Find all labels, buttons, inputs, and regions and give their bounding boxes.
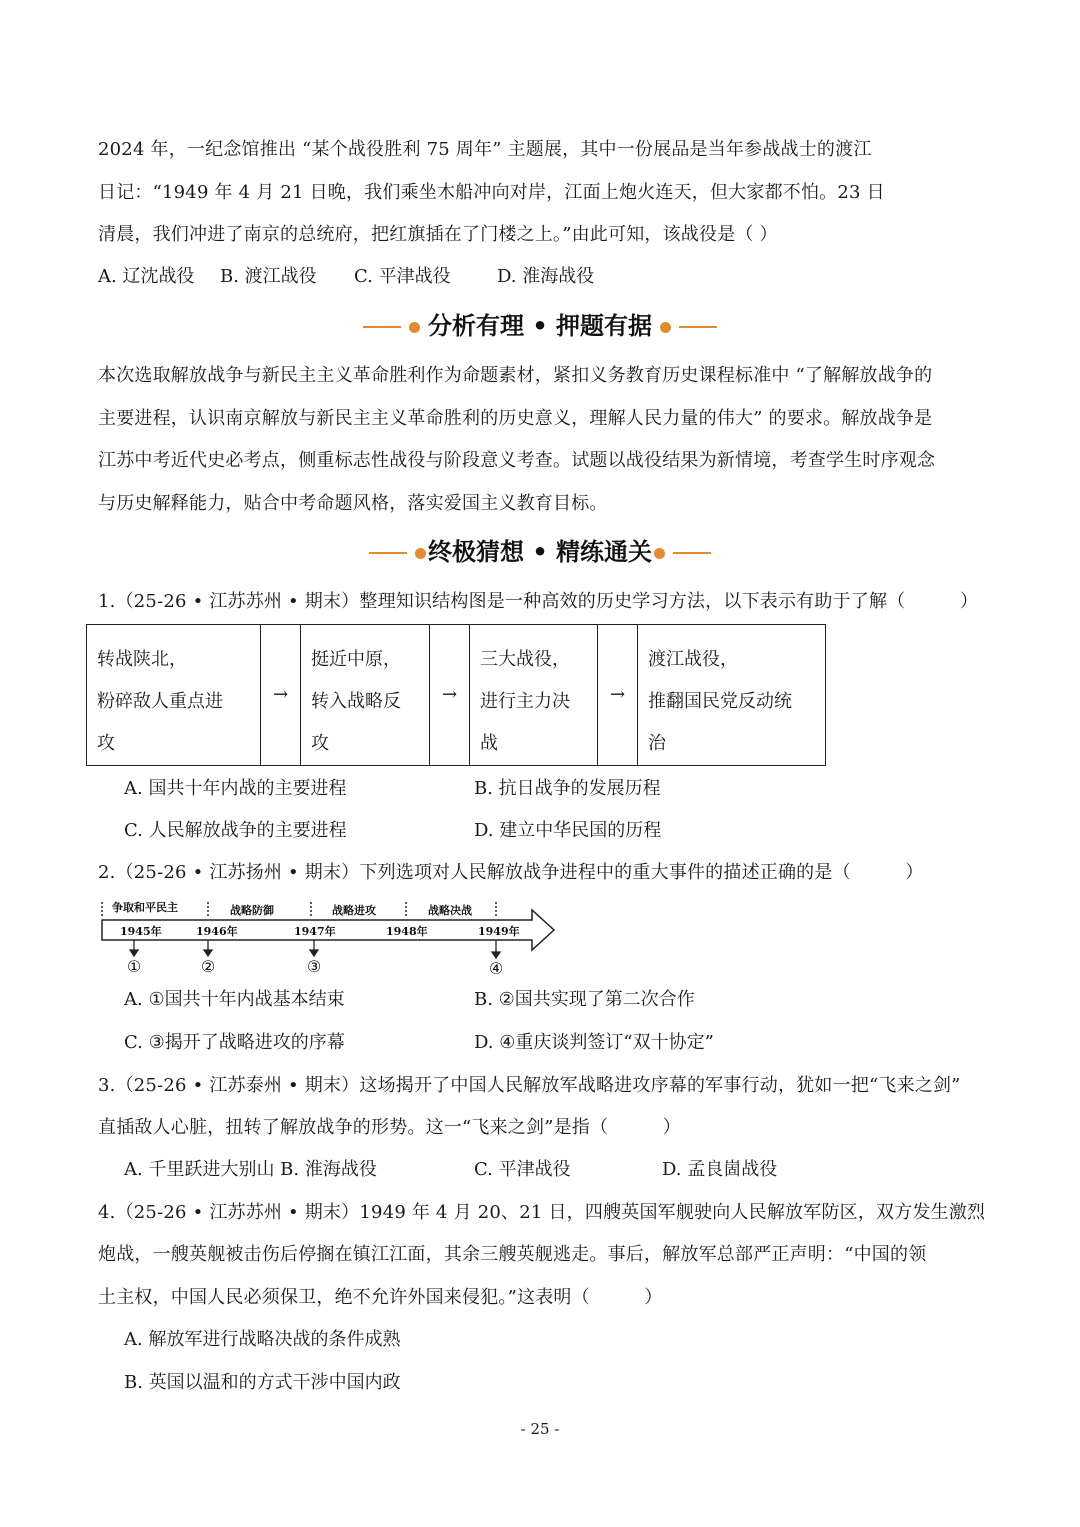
year-1949: 1949年: [478, 925, 520, 938]
flow-box-3: [470, 625, 598, 766]
flow-arrow-1: →: [261, 625, 301, 766]
section-title: 分析有理 • 押题有据: [427, 312, 653, 340]
phase-label-3: 战略进攻: [332, 904, 376, 917]
flow-box-4-line-1: 渡江战役，: [648, 649, 738, 670]
q4-line-3: 土主权，中国人民必须保卫，绝不允许外国来侵犯。”这表明（ ）: [98, 1287, 663, 1308]
analysis-line-4: 与历史解释能力，贴合中考命题风格，落实爱国主义教育目标。: [98, 493, 608, 514]
q4-option-a: A. 解放军进行战略决战的条件成熟: [124, 1329, 401, 1350]
q2-option-d: D. ④重庆谈判签订“双十协定”: [474, 1032, 714, 1053]
analysis-line-3: 江苏中考近代史必考点，侧重标志性战役与阶段意义考查。试题以战役结果为新情境，考查学生时序观念: [98, 450, 936, 471]
q3-line-2: 直插敌人心脏，扭转了解放战争的形势。这一“飞来之剑”是指（ ）: [98, 1117, 682, 1138]
marker-2: ②: [200, 957, 216, 976]
flow-box-4-line-2: 推翻国民党反动统: [648, 691, 792, 712]
flow-box-2: [301, 625, 430, 766]
intro-option-c: C. 平津战役: [354, 266, 451, 287]
analysis-line-1: 本次选取解放战争与新民主主义革命胜利作为命题素材，紧扣义务教育历史课程标准中 “了解解放战争的: [98, 365, 933, 386]
q4-line-1: 4.（25-26 • 江苏苏州 • 期末）1949 年 4 月 20、21 日，四艘英国军舰驶向人民解放军防区，双方发生激烈: [98, 1202, 986, 1223]
q3-option-c: C. 平津战役: [474, 1159, 571, 1180]
section-heading-practice: [0, 538, 1080, 566]
flow-box-1-line-1: 转战陕北，: [97, 649, 187, 670]
flow-box-1: [87, 625, 261, 766]
intro-option-a: A. 辽沈战役: [98, 266, 195, 287]
intro-line-1: 2024 年，一纪念馆推出 “某个战役胜利 75 周年” 主题展，其中一份展品是当年参战战士的渡江: [98, 139, 872, 160]
heading-dot-left: [415, 548, 426, 559]
flow-box-3-line-1: 三大战役，: [480, 649, 570, 670]
flow-box-3-line-2: 进行主力决: [480, 691, 570, 712]
heading-dot-left: [409, 322, 420, 333]
q1-option-c: C. 人民解放战争的主要进程: [124, 820, 347, 841]
flow-box-3-line-3: 战: [480, 733, 498, 754]
knowledge-structure-chart: [86, 624, 826, 766]
flow-box-2-line-3: 攻: [311, 733, 329, 754]
intro-line-2: 日记：“1949 年 4 月 21 日晚，我们乘坐木船冲向对岸，江面上炮火连天，但大家都不怕。23 日: [98, 182, 885, 203]
flow-box-1-line-3: 攻: [97, 733, 115, 754]
q2-stem: 2.（25-26 • 江苏扬州 • 期末）下列选项对人民解放战争进程中的重大事件的描述正确的是（ ）: [98, 862, 924, 883]
q1-option-a: A. 国共十年内战的主要进程: [124, 778, 347, 799]
flow-box-4-line-3: 治: [648, 733, 666, 754]
marker-1: ①: [126, 957, 142, 976]
q2-option-b: B. ②国共实现了第二次合作: [474, 989, 695, 1010]
phase-label-2: 战略防御: [230, 904, 274, 917]
flow-box-1-line-2: 粉碎敌人重点进: [97, 691, 223, 712]
year-1948: 1948年: [386, 925, 428, 938]
intro-option-b: B. 渡江战役: [220, 266, 317, 287]
heading-bar-right: [679, 326, 717, 328]
flow-box-4: [638, 625, 826, 766]
q1-option-b: B. 抗日战争的发展历程: [474, 778, 661, 799]
q2-option-a: A. ①国共十年内战基本结束: [124, 989, 345, 1010]
q1-option-d: D. 建立中华民国的历程: [474, 820, 662, 841]
marker-4: ④: [488, 959, 504, 978]
analysis-line-2: 主要进程，认识南京解放与新民主主义革命胜利的历史意义，理解人民力量的伟大” 的要求。解放战争是: [98, 408, 933, 429]
section-title: 终极猜想 • 精练通关: [427, 538, 653, 566]
heading-bar-right: [673, 552, 711, 554]
flow-box-2-line-2: 转入战略反: [311, 691, 401, 712]
intro-option-d: D. 淮海战役: [497, 266, 595, 287]
q4-option-b: B. 英国以温和的方式干涉中国内政: [124, 1372, 401, 1393]
intro-line-3: 清晨，我们冲进了南京的总统府，把红旗插在了门楼之上。”由此可知，该战役是（ ）: [98, 224, 778, 245]
phase-label-4: 战略决战: [428, 904, 472, 917]
q3-option-d: D. 孟良崮战役: [662, 1159, 778, 1180]
section-heading-analysis: [0, 312, 1080, 340]
heading-bar-left: [369, 552, 407, 554]
year-1947: 1947年: [294, 925, 336, 938]
heading-bar-left: [363, 326, 401, 328]
flow-arrow-2: →: [430, 625, 470, 766]
phase-label-1: 争取和平民主: [112, 901, 178, 914]
flow-arrow-3: →: [598, 625, 638, 766]
year-1945: 1945年: [120, 925, 162, 938]
q3-line-1: 3.（25-26 • 江苏泰州 • 期末）这场揭开了中国人民解放军战略进攻序幕的军事行动，犹如一把“飞来之剑”: [98, 1075, 961, 1096]
heading-dot-right: [654, 548, 665, 559]
marker-3: ③: [306, 957, 322, 976]
heading-dot-right: [660, 322, 671, 333]
q1-stem: 1.（25-26 • 江苏苏州 • 期末）整理知识结构图是一种高效的历史学习方法，以下表示有助于了解（ ）: [98, 591, 979, 612]
flow-box-2-line-1: 挺近中原，: [311, 649, 401, 670]
war-timeline-diagram: [96, 898, 566, 980]
page-number: - 25 -: [520, 1420, 560, 1438]
q4-line-2: 炮战，一艘英舰被击伤后停搁在镇江江面，其余三艘英舰逃走。事后，解放军总部严正声明：“中国的领: [98, 1244, 927, 1265]
year-1946: 1946年: [196, 925, 238, 938]
q3-option-ab: A. 千里跃进大别山 B. 淮海战役: [124, 1159, 377, 1180]
q2-option-c: C. ③揭开了战略进攻的序幕: [124, 1032, 345, 1053]
